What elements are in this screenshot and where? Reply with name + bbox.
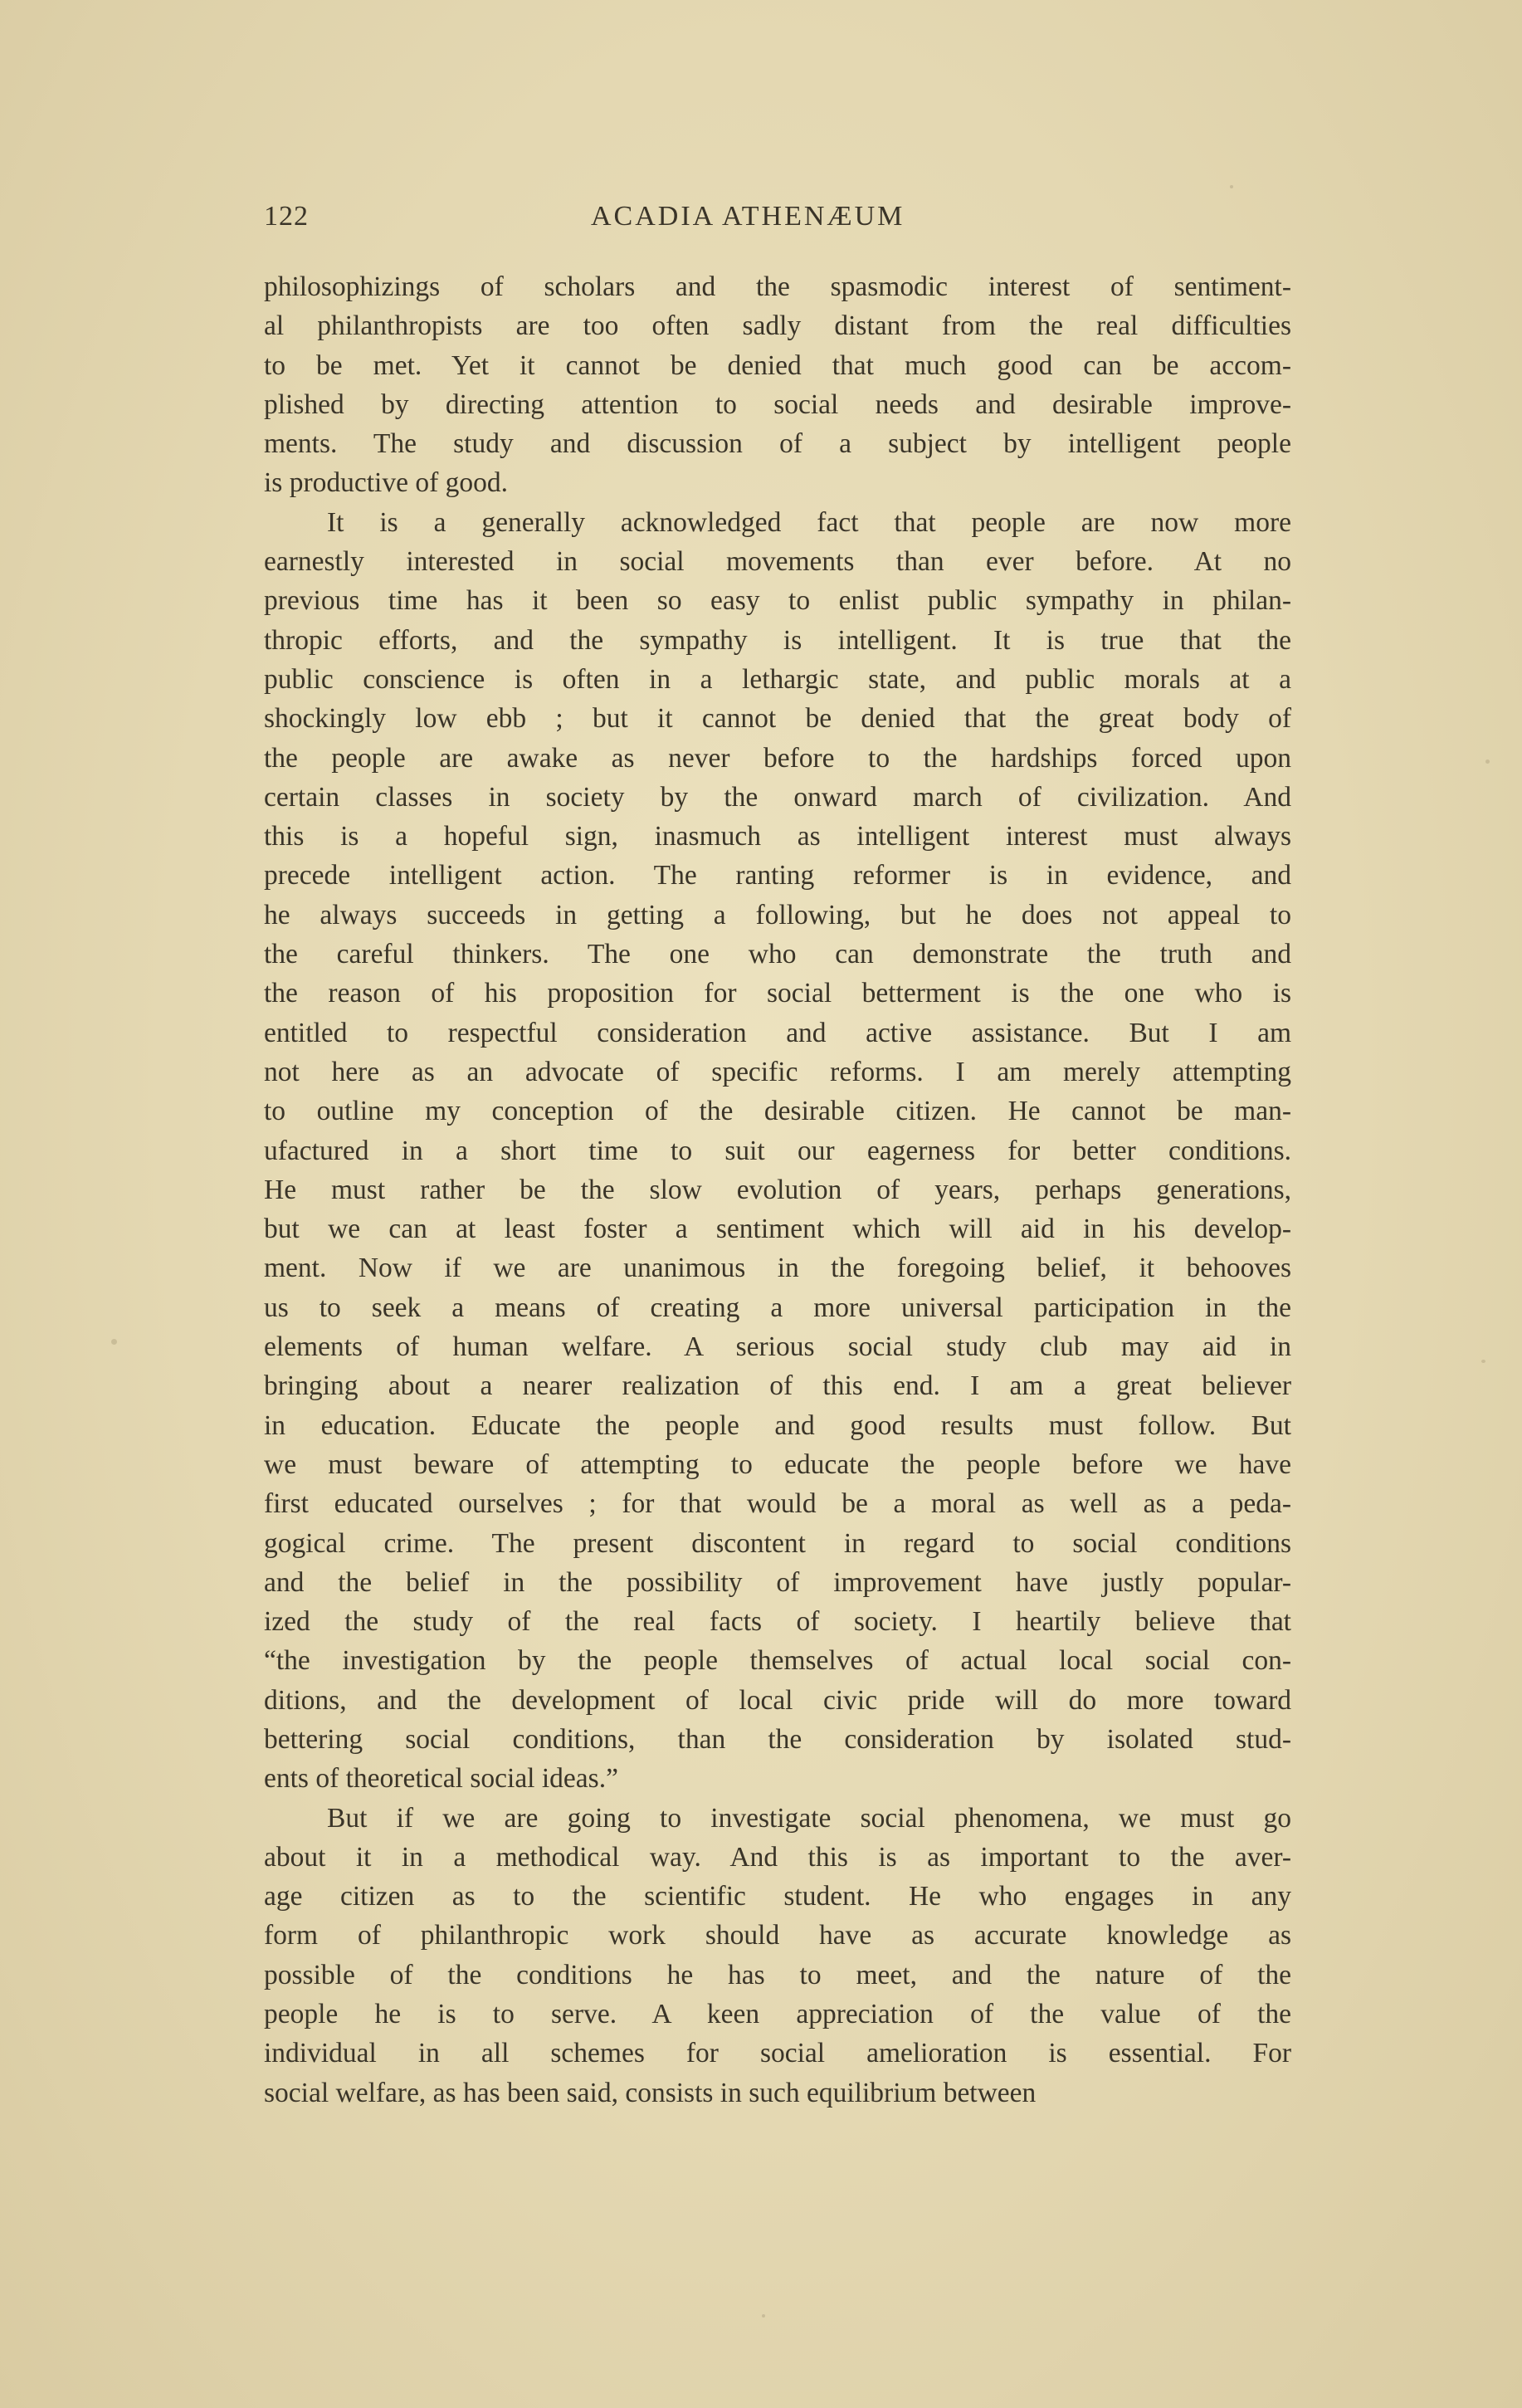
- text-line: about it in a methodical way. And this is as important to the aver-: [264, 1841, 1291, 1873]
- text-line: But if we are going to investigate social phenomena, we must go: [327, 1802, 1291, 1834]
- text-line: individual in all schemes for social amelioration is essential. For: [264, 2038, 1291, 2069]
- text-line: He must rather be the slow evolution of years, perhaps generations,: [264, 1174, 1291, 1205]
- page-number: 122: [264, 201, 309, 232]
- paragraph: [264, 503, 1291, 1799]
- text-line: It is a generally acknowledged fact that people are now more: [327, 506, 1291, 538]
- text-line: philosophizings of scholars and the spasmodic interest of sentiment-: [264, 271, 1291, 302]
- text-line: to be met. Yet it cannot be denied that much good can be accom-: [264, 349, 1291, 381]
- text-line: previous time has it been so easy to enlist public sympathy in philan-: [264, 585, 1291, 617]
- text-line: and the belief in the possibility of improvement have justly popular-: [264, 1566, 1291, 1598]
- text-line: plished by directing attention to social needs and desirable improve-: [264, 388, 1291, 420]
- text-line: bringing about a nearer realization of this end. I am a great believer: [264, 1370, 1291, 1402]
- text-line: ufactured in a short time to suit our eagerness for better conditions.: [264, 1135, 1291, 1166]
- text-line: age citizen as to the scientific student. He who engages in any: [264, 1881, 1291, 1912]
- text-line: al philanthropists are too often sadly distant from the real difficulties: [264, 310, 1291, 342]
- paragraph: [264, 1799, 1291, 2112]
- running-title: ACADIA ATHENÆUM: [591, 201, 905, 232]
- paper-speck: [1230, 185, 1233, 188]
- text-line: bettering social conditions, than the consideration by isolated stud-: [264, 1723, 1291, 1755]
- text-line: ment. Now if we are unanimous in the foregoing belief, it behooves: [264, 1253, 1291, 1284]
- text-line: entitled to respectful consideration and active assistance. But I am: [264, 1017, 1291, 1048]
- page-header: [264, 201, 1291, 242]
- text-line: is productive of good.: [264, 467, 509, 499]
- text-line: we must beware of attempting to educate the people before we have: [264, 1448, 1291, 1480]
- paper-speck: [762, 2314, 765, 2318]
- text-line: to outline my conception of the desirable citizen. He cannot be man-: [264, 1096, 1291, 1127]
- text-line: elements of human welfare. A serious social study club may aid in: [264, 1331, 1291, 1363]
- paper-speck: [1485, 760, 1490, 764]
- text-line: in education. Educate the people and good results must follow. But: [264, 1409, 1291, 1441]
- text-line: gogical crime. The present discontent in regard to social conditions: [264, 1527, 1291, 1559]
- text-line: us to seek a means of creating a more universal participation in the: [264, 1292, 1291, 1323]
- text-line: “the investigation by the people themselves of actual local social con-: [264, 1645, 1291, 1677]
- text-line: public conscience is often in a lethargic state, and public morals at a: [264, 663, 1291, 695]
- text-line: this is a hopeful sign, inasmuch as intelligent interest must always: [264, 821, 1291, 852]
- text-line: he always succeeds in getting a following, but he does not appeal to: [264, 899, 1291, 930]
- text-line: form of philanthropic work should have as accurate knowledge as: [264, 1920, 1291, 1951]
- text-line: not here as an advocate of specific reforms. I am merely attempting: [264, 1056, 1291, 1087]
- body-text: [264, 267, 1291, 2112]
- text-line: social welfare, as has been said, consists in such equilibrium between: [264, 2077, 1037, 2108]
- text-line: ized the study of the real facts of society. I heartily believe that: [264, 1606, 1291, 1638]
- text-line: precede intelligent action. The ranting reformer is in evidence, and: [264, 860, 1291, 891]
- text-line: earnestly interested in social movements than ever before. At no: [264, 546, 1291, 578]
- text-line: people he is to serve. A keen appreciation of the value of the: [264, 1999, 1291, 2030]
- text-line: the reason of his proposition for social betterment is the one who is: [264, 978, 1291, 1009]
- text-line: but we can at least foster a sentiment which will aid in his develop-: [264, 1214, 1291, 1245]
- text-line: shockingly low ebb ; but it cannot be denied that the great body of: [264, 703, 1291, 735]
- paper-speck: [111, 1339, 117, 1345]
- paper-speck: [1481, 1360, 1485, 1363]
- text-line: the people are awake as never before to the hardships forced upon: [264, 742, 1291, 774]
- paragraph: [264, 267, 1291, 503]
- text-line: the careful thinkers. The one who can demonstrate the truth and: [264, 939, 1291, 970]
- text-line: ditions, and the development of local civic pride will do more toward: [264, 1684, 1291, 1716]
- text-line: first educated ourselves ; for that would be a moral as well as a peda-: [264, 1488, 1291, 1520]
- text-line: thropic efforts, and the sympathy is intelligent. It is true that the: [264, 624, 1291, 656]
- text-line: ments. The study and discussion of a subject by intelligent people: [264, 428, 1291, 460]
- text-line: ents of theoretical social ideas.”: [264, 1763, 618, 1795]
- text-line: possible of the conditions he has to meet, and the nature of the: [264, 1959, 1291, 1990]
- text-line: certain classes in society by the onward march of civilization. And: [264, 781, 1291, 813]
